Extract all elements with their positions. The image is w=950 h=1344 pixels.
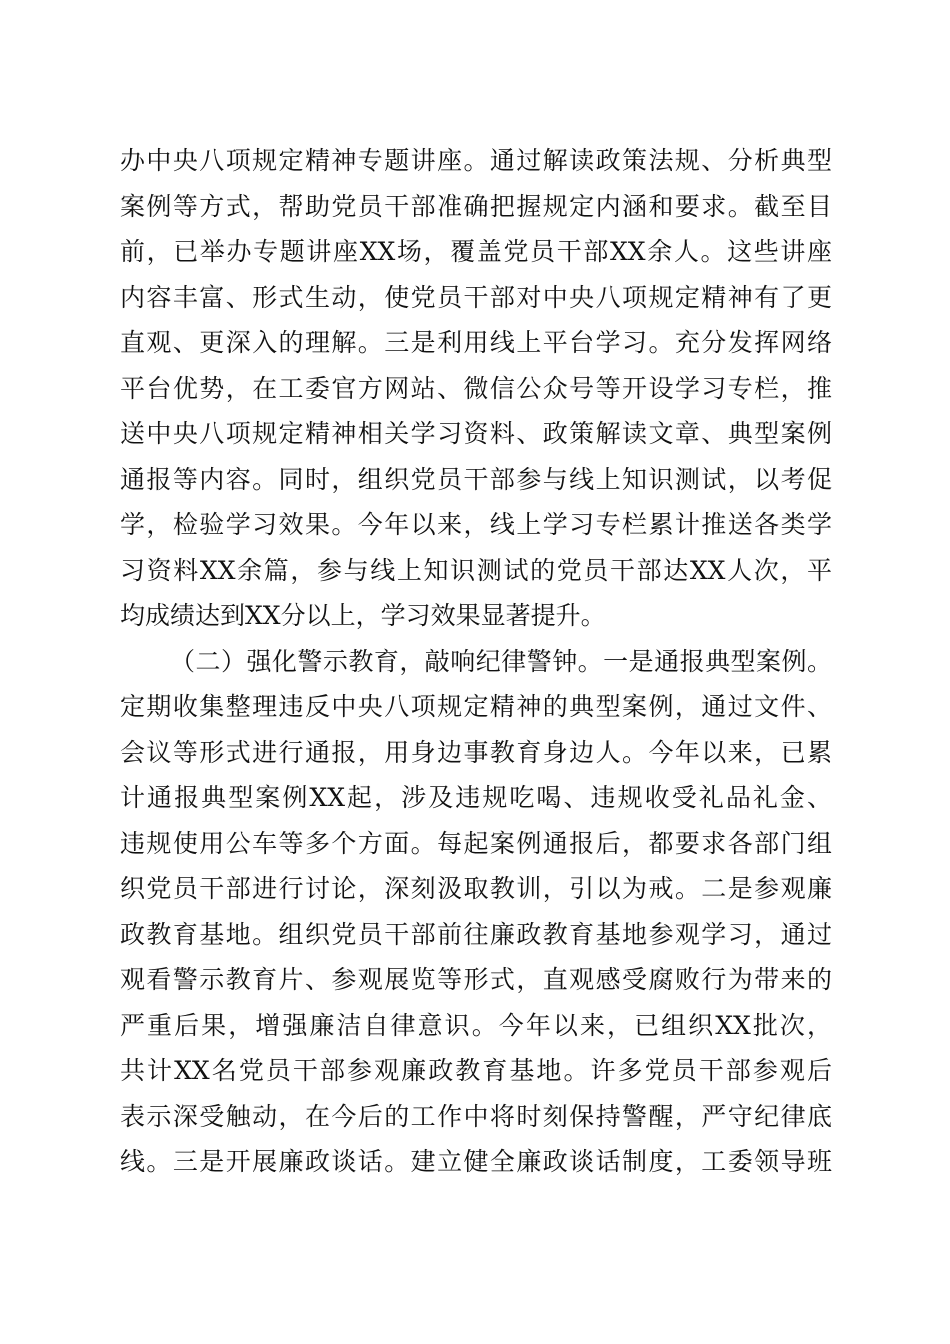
text-line: 表示深受触动，在今后的工作中将时刻保持警醒，严守纪律底	[120, 1101, 832, 1131]
text-line: 直观、更深入的理解。三是利用线上平台学习。充分发挥网络	[120, 328, 832, 357]
text-line: 线。三是开展廉政谈话。建立健全廉政谈话制度，工委领导班	[120, 1147, 832, 1176]
text-line: 政教育基地。组织党员干部前往廉政教育基地参观学习，通过	[120, 919, 832, 949]
paragraph-1	[120, 138, 832, 639]
text-line: 送中央八项规定精神相关学习资料、政策解读文章、典型案例	[120, 419, 832, 448]
text-line: 会议等形式进行通报，用身边事教育身边人。今年以来，已累	[120, 737, 832, 767]
text-line: 平台优势，在工委官方网站、微信公众号等开设学习专栏，推	[120, 373, 832, 403]
document-page	[120, 138, 832, 1185]
text-line: 定期收集整理违反中央八项规定精神的典型案例，通过文件、	[120, 692, 832, 721]
text-line: 观看警示教育片、参观展览等形式，直观感受腐败行为带来的	[120, 965, 832, 994]
text-line: 均成绩达到XX分以上，学习效果显著提升。	[120, 601, 606, 630]
text-line: 严重后果，增强廉洁自律意识。今年以来，已组织XX批次，	[120, 1010, 832, 1040]
text-line: 织党员干部进行讨论，深刻汲取教训，引以为戒。二是参观廉	[120, 874, 832, 903]
text-line: 共计XX名党员干部参观廉政教育基地。许多党员干部参观后	[120, 1056, 832, 1085]
text-line: 前，已举办专题讲座XX场，覆盖党员干部XX余人。这些讲座	[120, 237, 832, 266]
text-line: 案例等方式，帮助党员干部准确把握规定内涵和要求。截至目	[120, 191, 832, 221]
section-heading-line: （二）强化警示教育，敲响纪律警钟。一是通报典型案例。	[170, 646, 832, 676]
text-line: 内容丰富、形式生动，使党员干部对中央八项规定精神有了更	[120, 282, 832, 312]
text-line: 计通报典型案例XX起，涉及违规吃喝、违规收受礼品礼金、	[120, 783, 832, 812]
paragraph-2	[120, 639, 832, 1185]
text-line: 违规使用公车等多个方面。每起案例通报后，都要求各部门组	[120, 828, 832, 858]
text-line: 通报等内容。同时，组织党员干部参与线上知识测试，以考促	[120, 464, 832, 494]
text-line: 习资料XX余篇，参与线上知识测试的党员干部达XX人次，平	[120, 555, 832, 585]
text-line: 办中央八项规定精神专题讲座。通过解读政策法规、分析典型	[120, 146, 832, 175]
text-line: 学，检验学习效果。今年以来，线上学习专栏累计推送各类学	[120, 510, 832, 539]
